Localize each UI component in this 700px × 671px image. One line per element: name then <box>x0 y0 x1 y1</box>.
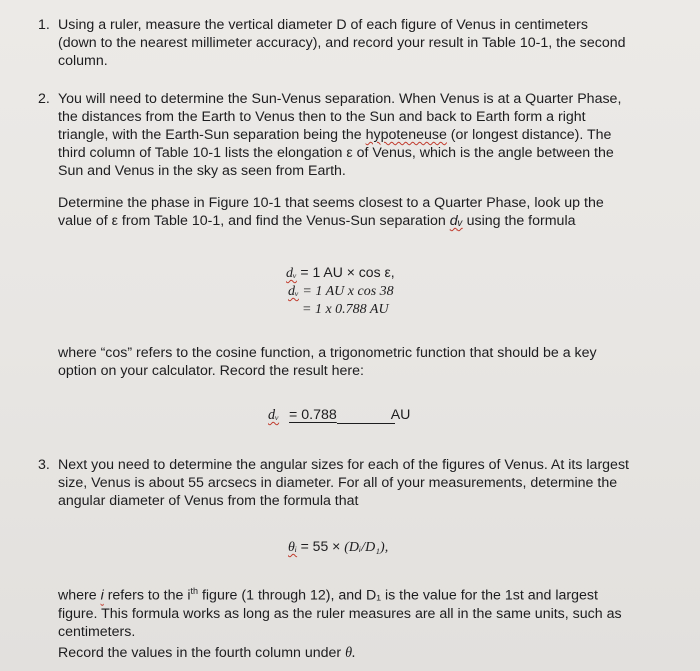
angular-formula: θᵢ = 55 × (Dᵢ/D₁), <box>288 538 389 555</box>
question-number: 1. <box>38 17 50 33</box>
q2-line: You will need to determine the Sun-Venus separation. When Venus is at a Quarter Phase, <box>58 91 622 107</box>
symbol-dv: dᵥ <box>449 213 463 229</box>
q2-where-text: where “cos” refers to the cosine function, a trigonometric function that should be a key option on your calculator. Record the result here: <box>58 345 597 379</box>
q1-line: Using a ruler, measure the vertical diameter D of each figure of Venus in centimeters <box>58 17 588 33</box>
misspelled-word: hypoteneuse <box>365 127 447 143</box>
symbol-dv: dᵥ <box>268 407 280 423</box>
q2-line: the distances from the Earth to Venus then to the Sun and back to Earth form a right <box>58 109 586 125</box>
q1-line: (down to the nearest millimeter accuracy), and record your result in Table 10-1, the second <box>58 35 626 51</box>
result-unit: AU <box>390 407 411 423</box>
question-3: 3. Next you need to determine the angular sizes for each of the figures of Venus. At its largest size, Venus is about 55 arcsecs in diameter. For all of your measurements, determine the angular diameter of Venus from the formula that <box>38 457 629 509</box>
result-row <box>268 407 410 424</box>
formula-line-2: dᵥ = 1 AU x cos 38 <box>288 284 394 299</box>
q3-where-text: where i refers to the $i^{th}$ figure (1 through 12), and D₁ is the value for the 1st and largest figure. This formula works as long as the ruler measures are all in the same units, such as centimeters. <box>58 586 622 640</box>
q2-line: Sun and Venus in the sky as seen from Earth. <box>58 163 346 179</box>
question-1 <box>38 16 658 72</box>
result-value: = 0.788 <box>289 407 337 423</box>
q1-line: column. <box>58 53 108 69</box>
question-2 <box>38 90 658 180</box>
q2-line: third column of Table 10-1 lists the elongation ε of Venus, which is the angle between the <box>58 145 614 161</box>
question-number: 3. <box>38 457 50 473</box>
answer-line <box>337 409 395 424</box>
q2-line: triangle, with the Earth-Sun separation being the hypoteneuse (or longest distance). The <box>58 127 612 143</box>
q3-record-text: Record the values in the fourth column under θ. <box>58 645 356 661</box>
question-number: 2. <box>38 91 50 107</box>
formula-line-3: = 1 x 0.788 AU <box>302 302 389 317</box>
q2-instructions: Determine the phase in Figure 10-1 that seems closest to a Quarter Phase, look up the value of ε from Table 10-1, and find the Venus-Sun separation dᵥ using the formula <box>58 195 604 229</box>
formula-line-1: dᵥ = 1 AU × cos ε, <box>286 264 395 281</box>
